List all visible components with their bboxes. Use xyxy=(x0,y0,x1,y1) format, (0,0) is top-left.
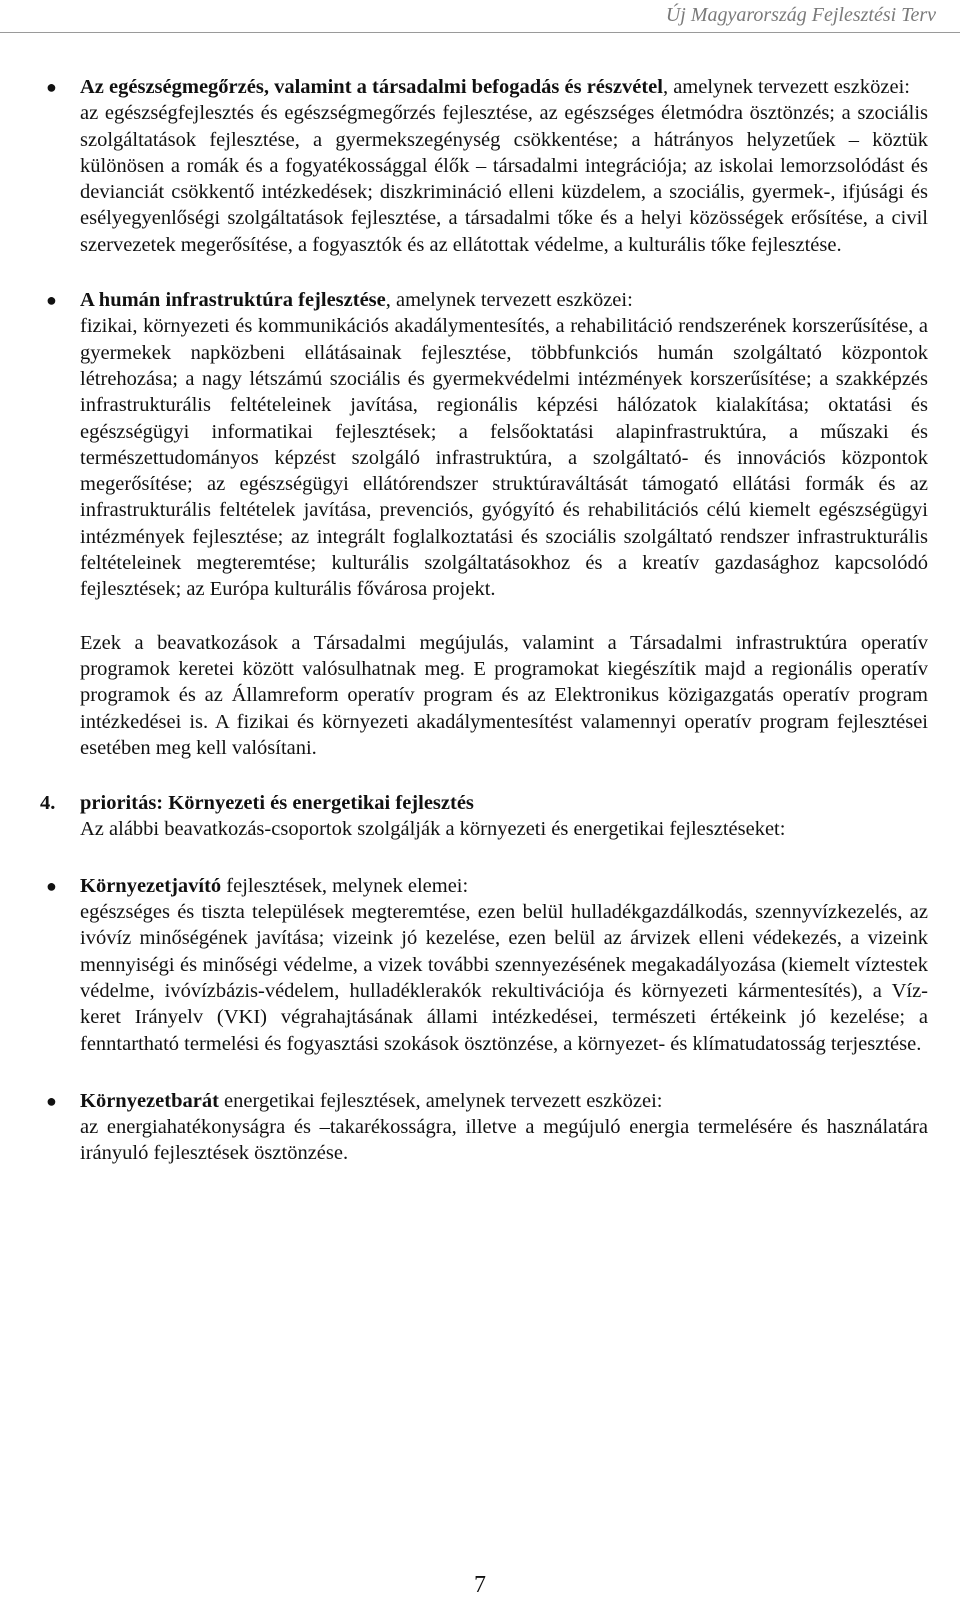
bullet-intro: , amelynek tervezett eszközei: xyxy=(385,289,633,312)
bullet-heading: A humán infrastruktúra fejlesztése xyxy=(80,289,386,312)
bullet-dot-icon: ● xyxy=(46,290,57,311)
bullet-heading: Az egészségmegőrzés, valamint a társadalmi befogadás és részvétel xyxy=(80,76,663,98)
section-title: prioritás: Környezeti és energetikai fejlesztés xyxy=(80,792,474,815)
bullet-item xyxy=(40,873,928,1057)
bullet-body: az egészségfejlesztés és egészségmegőrzés fejlesztése, az egészséges életmódra ösztönzés; a szociális szolgáltatások fejlesztése, a gyermekszegénység csökkentése; a hátrányos helyzetűek – köztük különösen a romák és a fogyatékossággal élők – társadalmi integrációja; az iskolai lemorzsolódást és devianciát csökkentő intézkedések; diszkrimináció elleni küzdelem, a szociális, gyermek-, ifjúsági és esélyegyenlőségi szolgáltatások fejlesztése, a társadalmi tőke és a helyi közösségek erősítése, a civil szervezetek megerősítése, a fogyasztók és az ellátottak védelme, a kulturális tőke fejlesztése. xyxy=(80,102,928,256)
bullet-heading: Környezetbarát xyxy=(80,1089,219,1112)
page-number: 7 xyxy=(474,1572,486,1598)
bullet-dot-icon: ● xyxy=(46,875,57,896)
bullet-dot-icon: ● xyxy=(46,1090,57,1111)
bullet-body: az energiahatékonyságra és –takarékosságra, illetve a megújuló energia termelésére és használatára irányuló fejlesztések ösztönzése. xyxy=(80,1116,928,1165)
bullet-intro: fejlesztések, melynek elemei: xyxy=(221,874,469,897)
bullet-item xyxy=(40,287,928,603)
section-number: 4. xyxy=(40,792,56,815)
document-body xyxy=(40,74,928,1167)
body-paragraph: Ezek a beavatkozások a Társadalmi megújulás, valamint a Társadalmi infrastruktúra operatív programok keretei között valósulhatnak meg. E programokat kiegészítik majd a regionális operatív programok és az Államreform operatív program és az Elektronikus közigazgatás operatív program intézkedései is. A fizikai és környezeti akadálymentesítést valamennyi operatív program fejlesztései esetében meg kell valósítani. xyxy=(80,631,928,759)
bullet-heading: Környezetjavító xyxy=(80,874,222,897)
bullet-intro: , amelynek tervezett eszközei: xyxy=(662,76,910,98)
bullet-item xyxy=(40,74,928,258)
bullet-intro: energetikai fejlesztések, amelynek tervezett eszközei: xyxy=(218,1089,663,1112)
bullet-body: egészséges és tiszta települések megteremtése, ezen belül hulladékgazdálkodás, szennyvízkezelés, az ivóvíz minőségének javítása; vizeink jó kezelése, ezen belül az árvizek elleni védekezés, a vizeink mennyiségi és minőségi védelme, a vizek további szennyezésének megakadályozása (kiemelt víztestek védelme, ivóvízbázis-védelem, hulladéklerakók rekultivációja és környezeti kármentesítés), a Víz-keret Irányelv (VKI) végrahajtásának állami intézkedései, természeti értékeink jó kezelése; a fenntartható termelési és fogyasztási szokások ösztönzése, a környezet- és klímatudatosság terjesztése. xyxy=(80,901,928,1055)
bullet-body: fizikai, környezeti és kommunikációs akadálymentesítés, a rehabilitáció rendszerének korszerűsítése, a gyermekek napközbeni ellátásainak fejlesztése, többfunkciós humán szolgáltató központok létrehozása; a nagy létszámú szociális és gyermekvédelmi intézmények korszerűsítése; a szakképzés infrastrukturális feltételeinek javítása, regionális képzési hálózatok kialakítása; oktatási és egészségügyi informatikai fejlesztések; a felsőoktatási alapinfrastruktúra, a műszaki és természettudományos képzést szolgáló infrastruktúra, a szolgáltató- és innovációs központok megerősítése; az egészségügyi ellátórendszer struktúraváltását támogató ellátási formák és az infrastrukturális feltételek javítása, prevenciós, gyógyító és rehabilitációs célú kiemelt egészségügyi intézmények fejlesztése; az integrált foglalkoztatási és szociális szolgáltató rendszer infrastrukturális feltételeinek megteremtése; kulturális szolgáltatásokhoz és a kreatív gazdasághoz kapcsolódó fejlesztések; az Európa kulturális fővárosa projekt. xyxy=(80,315,928,601)
bullet-item xyxy=(40,1088,928,1167)
section-heading xyxy=(40,790,928,816)
section-subtitle: Az alábbi beavatkozás-csoportok szolgálják a környezeti és energetikai fejlesztéseket: xyxy=(80,818,786,841)
bullet-dot-icon: ● xyxy=(46,77,57,97)
header-divider xyxy=(0,32,960,33)
document-header-title: Új Magyarország Fejlesztési Terv xyxy=(665,4,936,26)
